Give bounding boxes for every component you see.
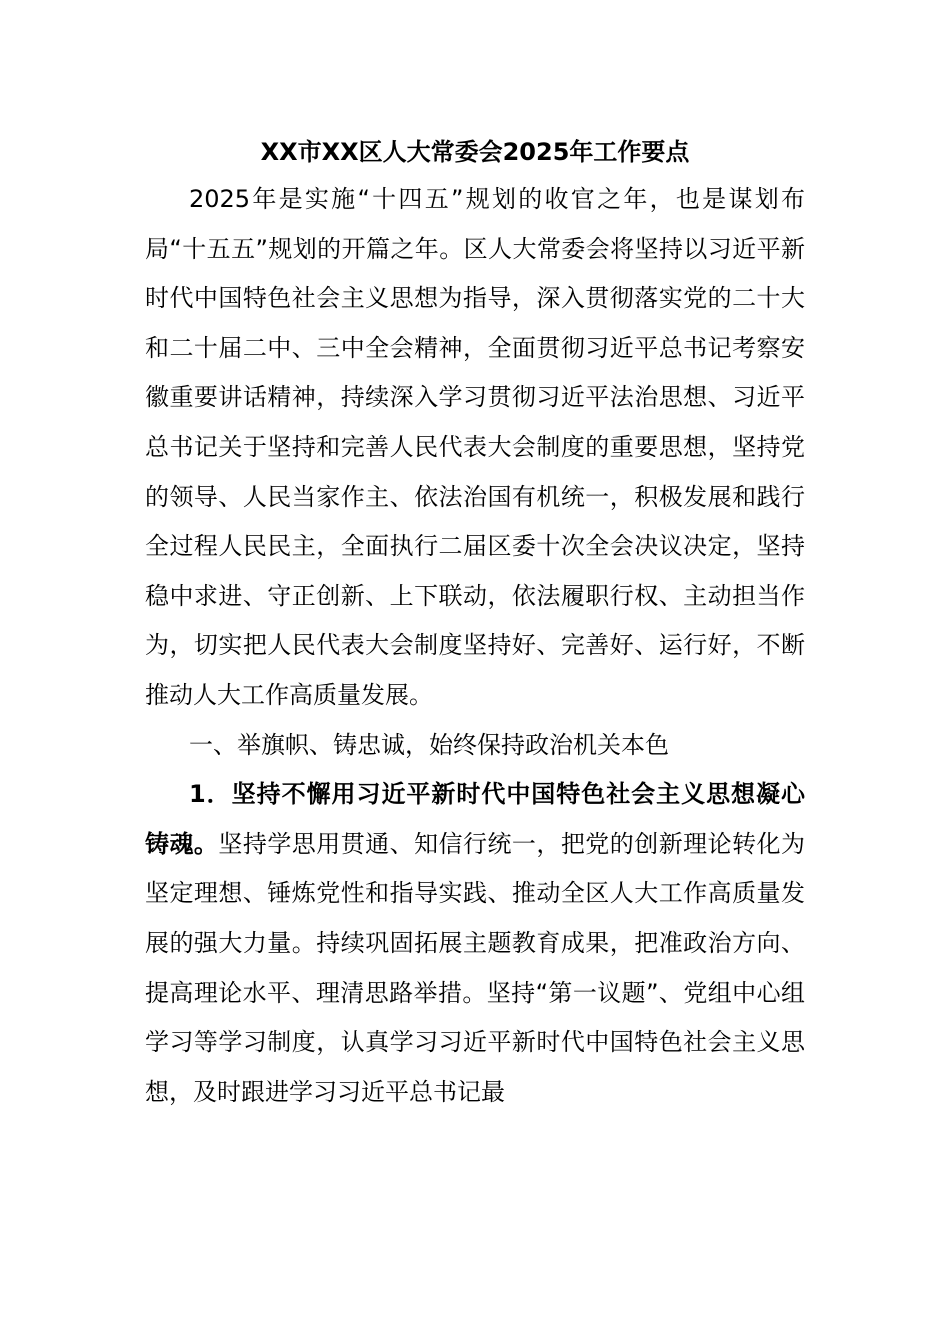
item-text: 坚持学思用贯通、知信行统一，把党的创新理论转化为坚定理想、锤炼党性和指导实践、推动全区人大工作高质量发展的强大力量。持续巩固拓展主题教育成果，把准政治方向、提高理论水平、理清思路举措。坚持“第一议题”、党组中心组学习等学习制度，认真学习习近平新时代中国特色社会主义思想，及时跟进学习习近平总书记最 xyxy=(145,829,806,1106)
item-heading: 1．坚持不懈用习近平新时代中国特色社会主义思想凝心铸魂。 xyxy=(145,780,805,858)
document-title: XX市XX区人大常委会2025年工作要点 xyxy=(260,138,690,166)
section-heading: 一、举旗帜、铸忠诚，始终保持政治机关本色 xyxy=(189,730,669,759)
item-paragraph xyxy=(145,770,805,1117)
document-body xyxy=(145,175,805,1117)
intro-paragraph: 2025年是实施“十四五”规划的收官之年，也是谋划布局“十五五”规划的开篇之年。区人大常委会将坚持以习近平新时代中国特色社会主义思想为指导，深入贯彻落实党的二十大和二十届二中、三中全会精神，全面贯彻习近平总书记考察安徽重要讲话精神，持续深入学习贯彻习近平法治思想、习近平总书记关于坚持和完善人民代表大会制度的重要思想，坚持党的领导、人民当家作主、依法治国有机统一，积极发展和践行全过程人民民主，全面执行二届区委十次全会决议决定，坚持稳中求进、守正创新、上下联动，依法履职行权、主动担当作为，切实把人民代表大会制度坚持好、完善好、运行好，不断推动人大工作高质量发展。 xyxy=(145,185,805,709)
